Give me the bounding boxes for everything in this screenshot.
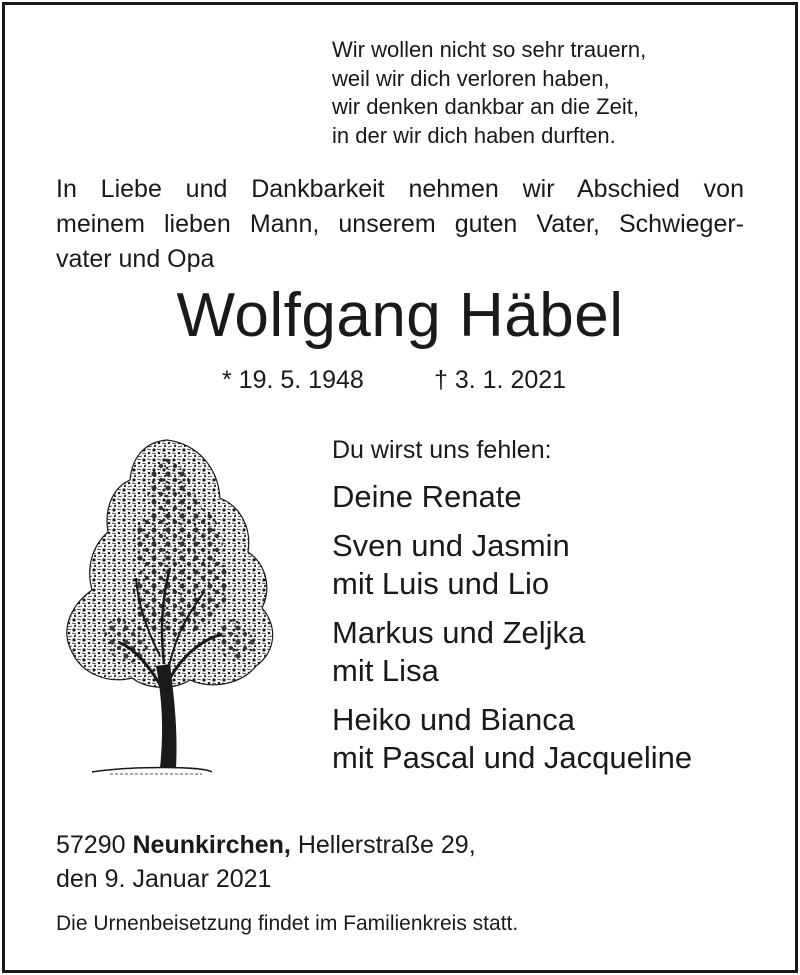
family-group xyxy=(332,478,692,516)
poem-line: Wir wollen nicht so sehr trauern, xyxy=(332,37,647,62)
family-line: mit Luis und Lio xyxy=(332,566,550,601)
burial-note: Die Urnenbeisetzung findet im Familienkreis statt. xyxy=(56,912,519,935)
family-line: Markus und Zeljka xyxy=(332,615,586,650)
poem-line: wir denken dankbar an die Zeit, xyxy=(332,94,639,119)
address-line xyxy=(56,828,476,862)
intro-line: meinem lieben Mann, unserem guten Vater, Schwieger- xyxy=(56,210,744,238)
intro-text xyxy=(56,172,744,277)
poem-line: weil wir dich verloren haben, xyxy=(332,65,610,91)
family-group xyxy=(332,614,692,690)
address-block xyxy=(56,828,476,896)
deceased-name: Wolfgang Häbel xyxy=(176,281,624,350)
miss-line: Du wirst uns fehlen: xyxy=(332,436,552,464)
death-date: † 3. 1. 2021 xyxy=(434,366,567,394)
city-name: Neunkirchen, xyxy=(132,831,291,859)
date-line: den 9. Januar 2021 xyxy=(56,865,272,893)
birth-date: * 19. 5. 1948 xyxy=(222,366,364,394)
family-group xyxy=(332,527,692,603)
zip-code: 57290 xyxy=(56,831,126,859)
family-line: mit Lisa xyxy=(332,653,439,688)
family-line: mit Pascal und Jacqueline xyxy=(332,740,693,775)
tree-illustration-icon xyxy=(52,428,282,784)
family-line: Deine Renate xyxy=(332,479,522,514)
intro-line: vater und Opa xyxy=(56,245,215,273)
family-line: Heiko und Bianca xyxy=(332,702,575,737)
poem xyxy=(332,36,646,150)
family-group xyxy=(332,701,692,777)
intro-line: In Liebe und Dankbarkeit nehmen wir Abschied von xyxy=(56,175,744,203)
street-name: Hellerstraße 29, xyxy=(297,831,476,859)
poem-line: in der wir dich haben durften. xyxy=(332,122,616,148)
family-line: Sven und Jasmin xyxy=(332,528,570,563)
family-list xyxy=(332,478,692,788)
